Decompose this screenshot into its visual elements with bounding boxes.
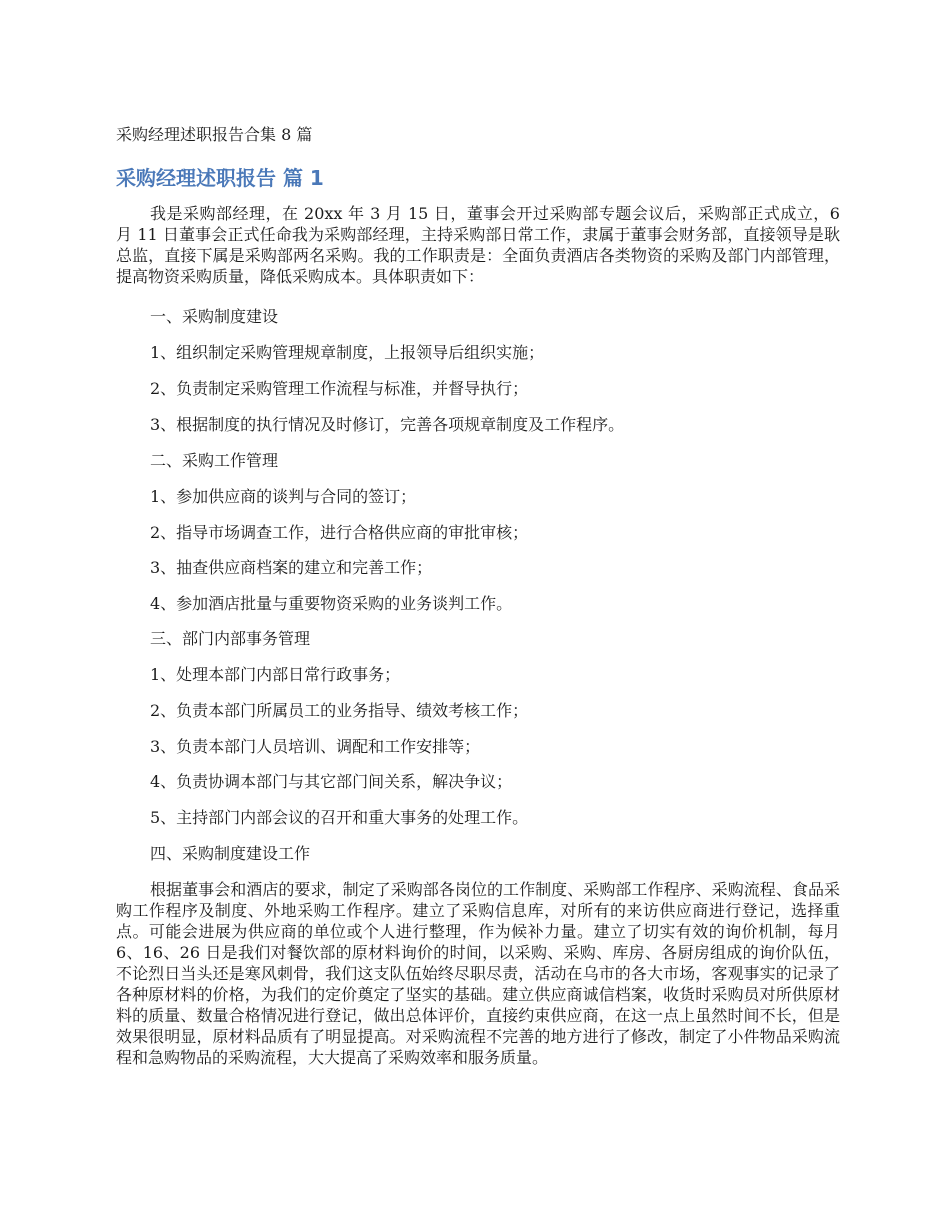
outline-item: 1、处理本部门内部日常行政事务； [150,665,401,684]
outline-item: 1、组织制定采购管理规章制度，上报领导后组织实施； [150,343,545,362]
outline-heading-3: 三、部门内部事务管理 [150,629,311,648]
outline-heading-1: 一、采购制度建设 [150,307,279,326]
outline-item: 5、主持部门内部会议的召开和重大事务的处理工作。 [150,808,529,827]
outline-item: 3、负责本部门人员培训、调配和工作安排等； [150,737,481,756]
outline-item: 4、负责协调本部门与其它部门间关系，解决争议； [150,772,513,791]
outline-item: 4、参加酒店批量与重要物资采购的业务谈判工作。 [150,594,513,613]
outline-item: 2、指导市场调查工作，进行合格供应商的审批审核； [150,523,529,542]
closing-paragraph: 根据董事会和酒店的要求，制定了采购部各岗位的工作制度、采购部工作程序、采购流程、食品采购工作程序及制度、外地采购工作程序。建立了采购信息库，对所有的来访供应商进行登记，选择重点。可能会进展为供应商的单位或个人进行整理，作为候补力量。建立了切实有效的询价机制，每月 6、16、26 日是我们对餐饮部的原材料询价的时间，以采购、采购、库房、各厨房组成的询价队伍，不论烈日当头还是寒风刺骨，我们这支队伍始终尽职尽责，活动在乌市的各大市场，客观事实的记录了各种原材料的价格，为我们的定价奠定了坚实的基础。建立供应商诚信档案，收货时采购员对所供原材料的质量、数量合格情况进行登记，做出总体评价，直接约束供应商，在这一点上虽然时间不长，但是效果很明显，原材料品质有了明显提高。对采购流程不完善的地方进行了修改，制定了小件物品采购流程和急购物品的采购流程，大大提高了采购效率和服务质量。 [116,880,840,1067]
intro-paragraph: 我是采购部经理，在 20xx 年 3 月 15 日，董事会开过采购部专题会议后，采购部正式成立，6 月 11 日董事会正式任命我为采购部经理，主持采购部日常工作，隶属于董事会财务部，直接领导是耿总监，直接下属是采购部两名采购。我的工作职责是：全面负责酒店各类物资的采购及部门内部管理，提高物资采购质量，降低采购成本。具体职责如下： [116,204,840,286]
outline-item: 2、负责制定采购管理工作流程与标准，并督导执行； [150,379,529,398]
section-heading: 采购经理述职报告 篇 1 [116,166,324,190]
outline-heading-4: 四、采购制度建设工作 [150,844,311,863]
outline-heading-2: 二、采购工作管理 [150,451,279,470]
outline-item: 2、负责本部门所属员工的业务指导、绩效考核工作； [150,701,529,720]
outline-item: 1、参加供应商的谈判与合同的签订； [150,487,417,506]
outline-item: 3、抽查供应商档案的建立和完善工作； [150,558,433,577]
document-title: 采购经理述职报告合集 8 篇 [116,125,313,144]
outline-item: 3、根据制度的执行情况及时修订，完善各项规章制度及工作程序。 [150,415,625,434]
